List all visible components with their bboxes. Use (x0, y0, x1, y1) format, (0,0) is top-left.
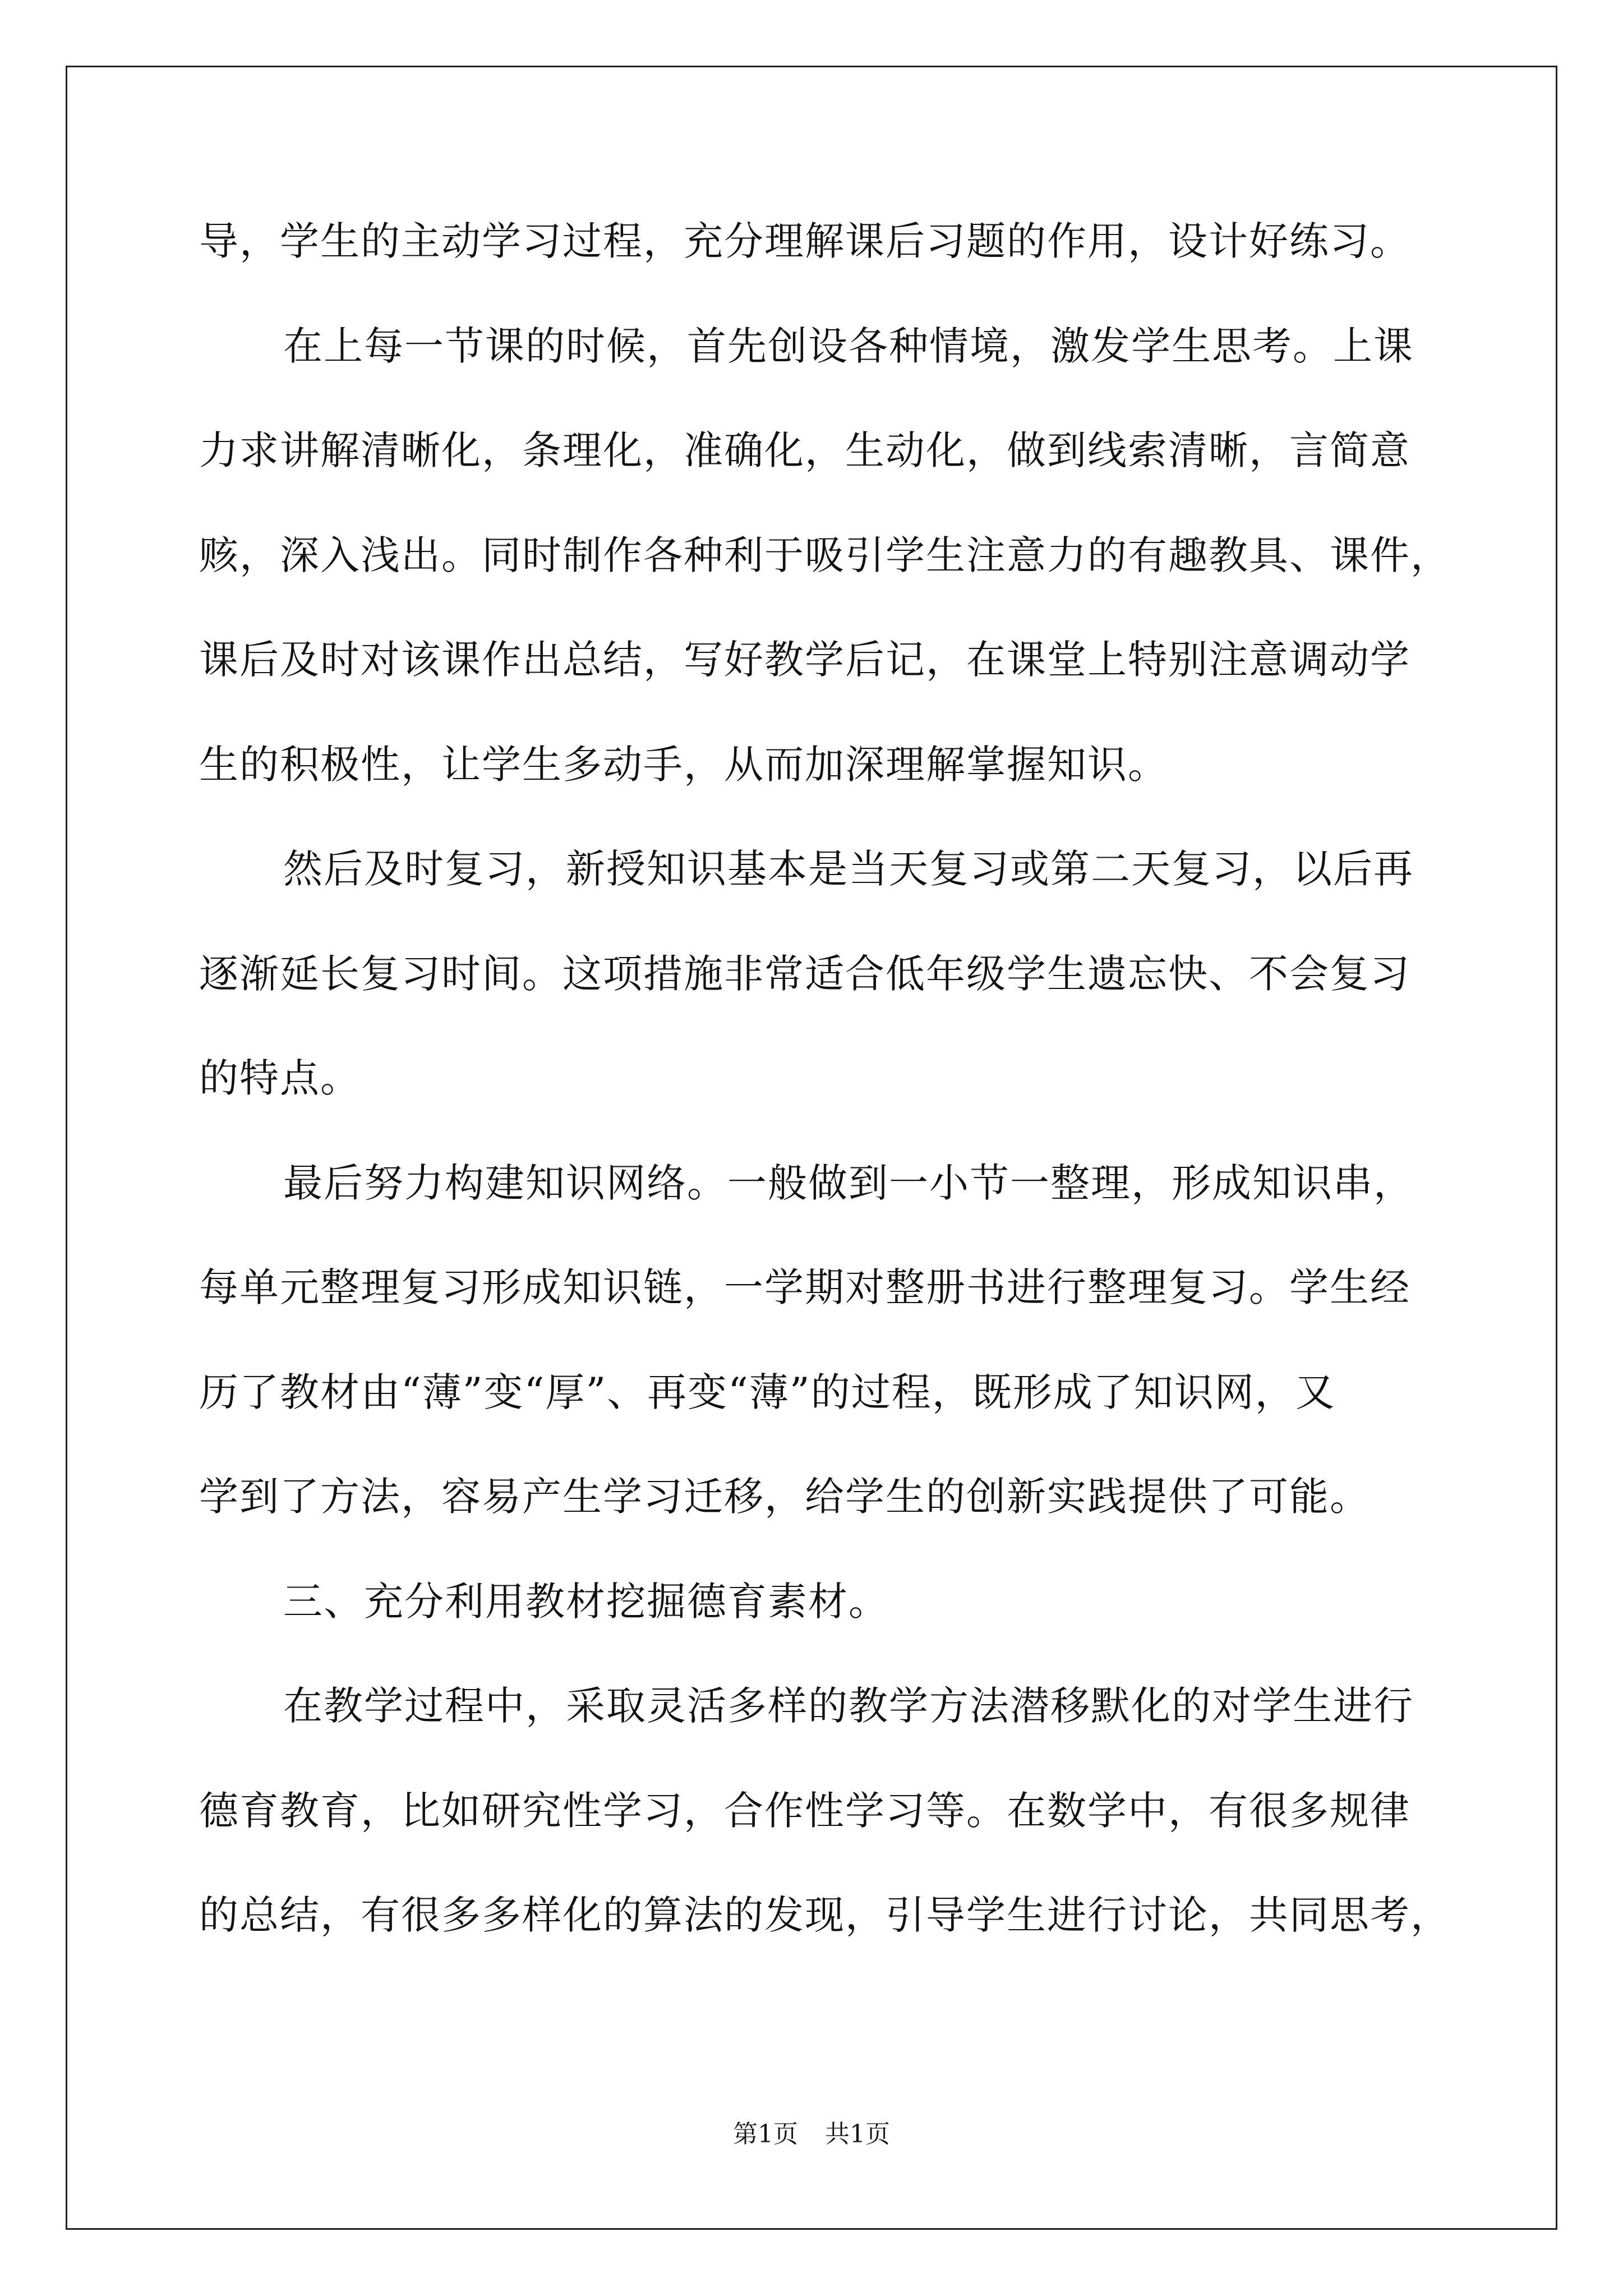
text-line: 生的积极性，让学生多动手，从而加深理解掌握知识。 (199, 741, 1168, 788)
text-line: 导，学生的主动学习过程，充分理解课后习题的作用，设计好练习。 (199, 218, 1410, 264)
text-line: 赅，深入浅出。同时制作各种利于吸引学生注意力的有趣教具、课件， (199, 532, 1451, 578)
text-line: 每单元整理复习形成知识链，一学期对整册书进行整理复习。学生经 (199, 1264, 1410, 1310)
text-line: 课后及时对该课作出总结，写好教学后记，在课堂上特别注意调动学 (199, 637, 1410, 683)
section-heading: 三、充分利用教材挖掘德育素材。 (283, 1578, 889, 1625)
page-number: 第1页 (733, 2120, 798, 2148)
text-line: 在上每一节课的时候，首先创设各种情境，激发学生思考。上课 (283, 323, 1414, 369)
text-line: 学到了方法，容易产生学习迁移，给学生的创新实践提供了可能。 (199, 1474, 1370, 1520)
text-line: 德育教育，比如研究性学习，合作性学习等。在数学中，有很多规律 (199, 1787, 1410, 1834)
page-footer (0, 2114, 1623, 2150)
text-line: 的特点。 (199, 1055, 361, 1101)
text-line: 在教学过程中，采取灵活多样的教学方法潜移默化的对学生进行 (283, 1683, 1414, 1729)
text-line: 最后努力构建知识网络。一般做到一小节一整理，形成知识串， (283, 1159, 1414, 1206)
page-total: 共1页 (825, 2120, 890, 2148)
text-line: 逐渐延长复习时间。这项措施非常适合低年级学生遗忘快、不会复习 (199, 950, 1410, 997)
text-line: 然后及时复习，新授知识基本是当天复习或第二天复习，以后再 (283, 846, 1414, 892)
text-line: 历了教材由“薄”变“厚”、再变“薄”的过程，既形成了知识网，又 (199, 1369, 1336, 1415)
document-body (199, 208, 1451, 1986)
text-line: 力求讲解清晰化，条理化，准确化，生动化，做到线索清晰，言简意 (199, 427, 1410, 473)
text-line: 的总结，有很多多样化的算法的发现，引导学生进行讨论，共同思考， (199, 1892, 1451, 1938)
